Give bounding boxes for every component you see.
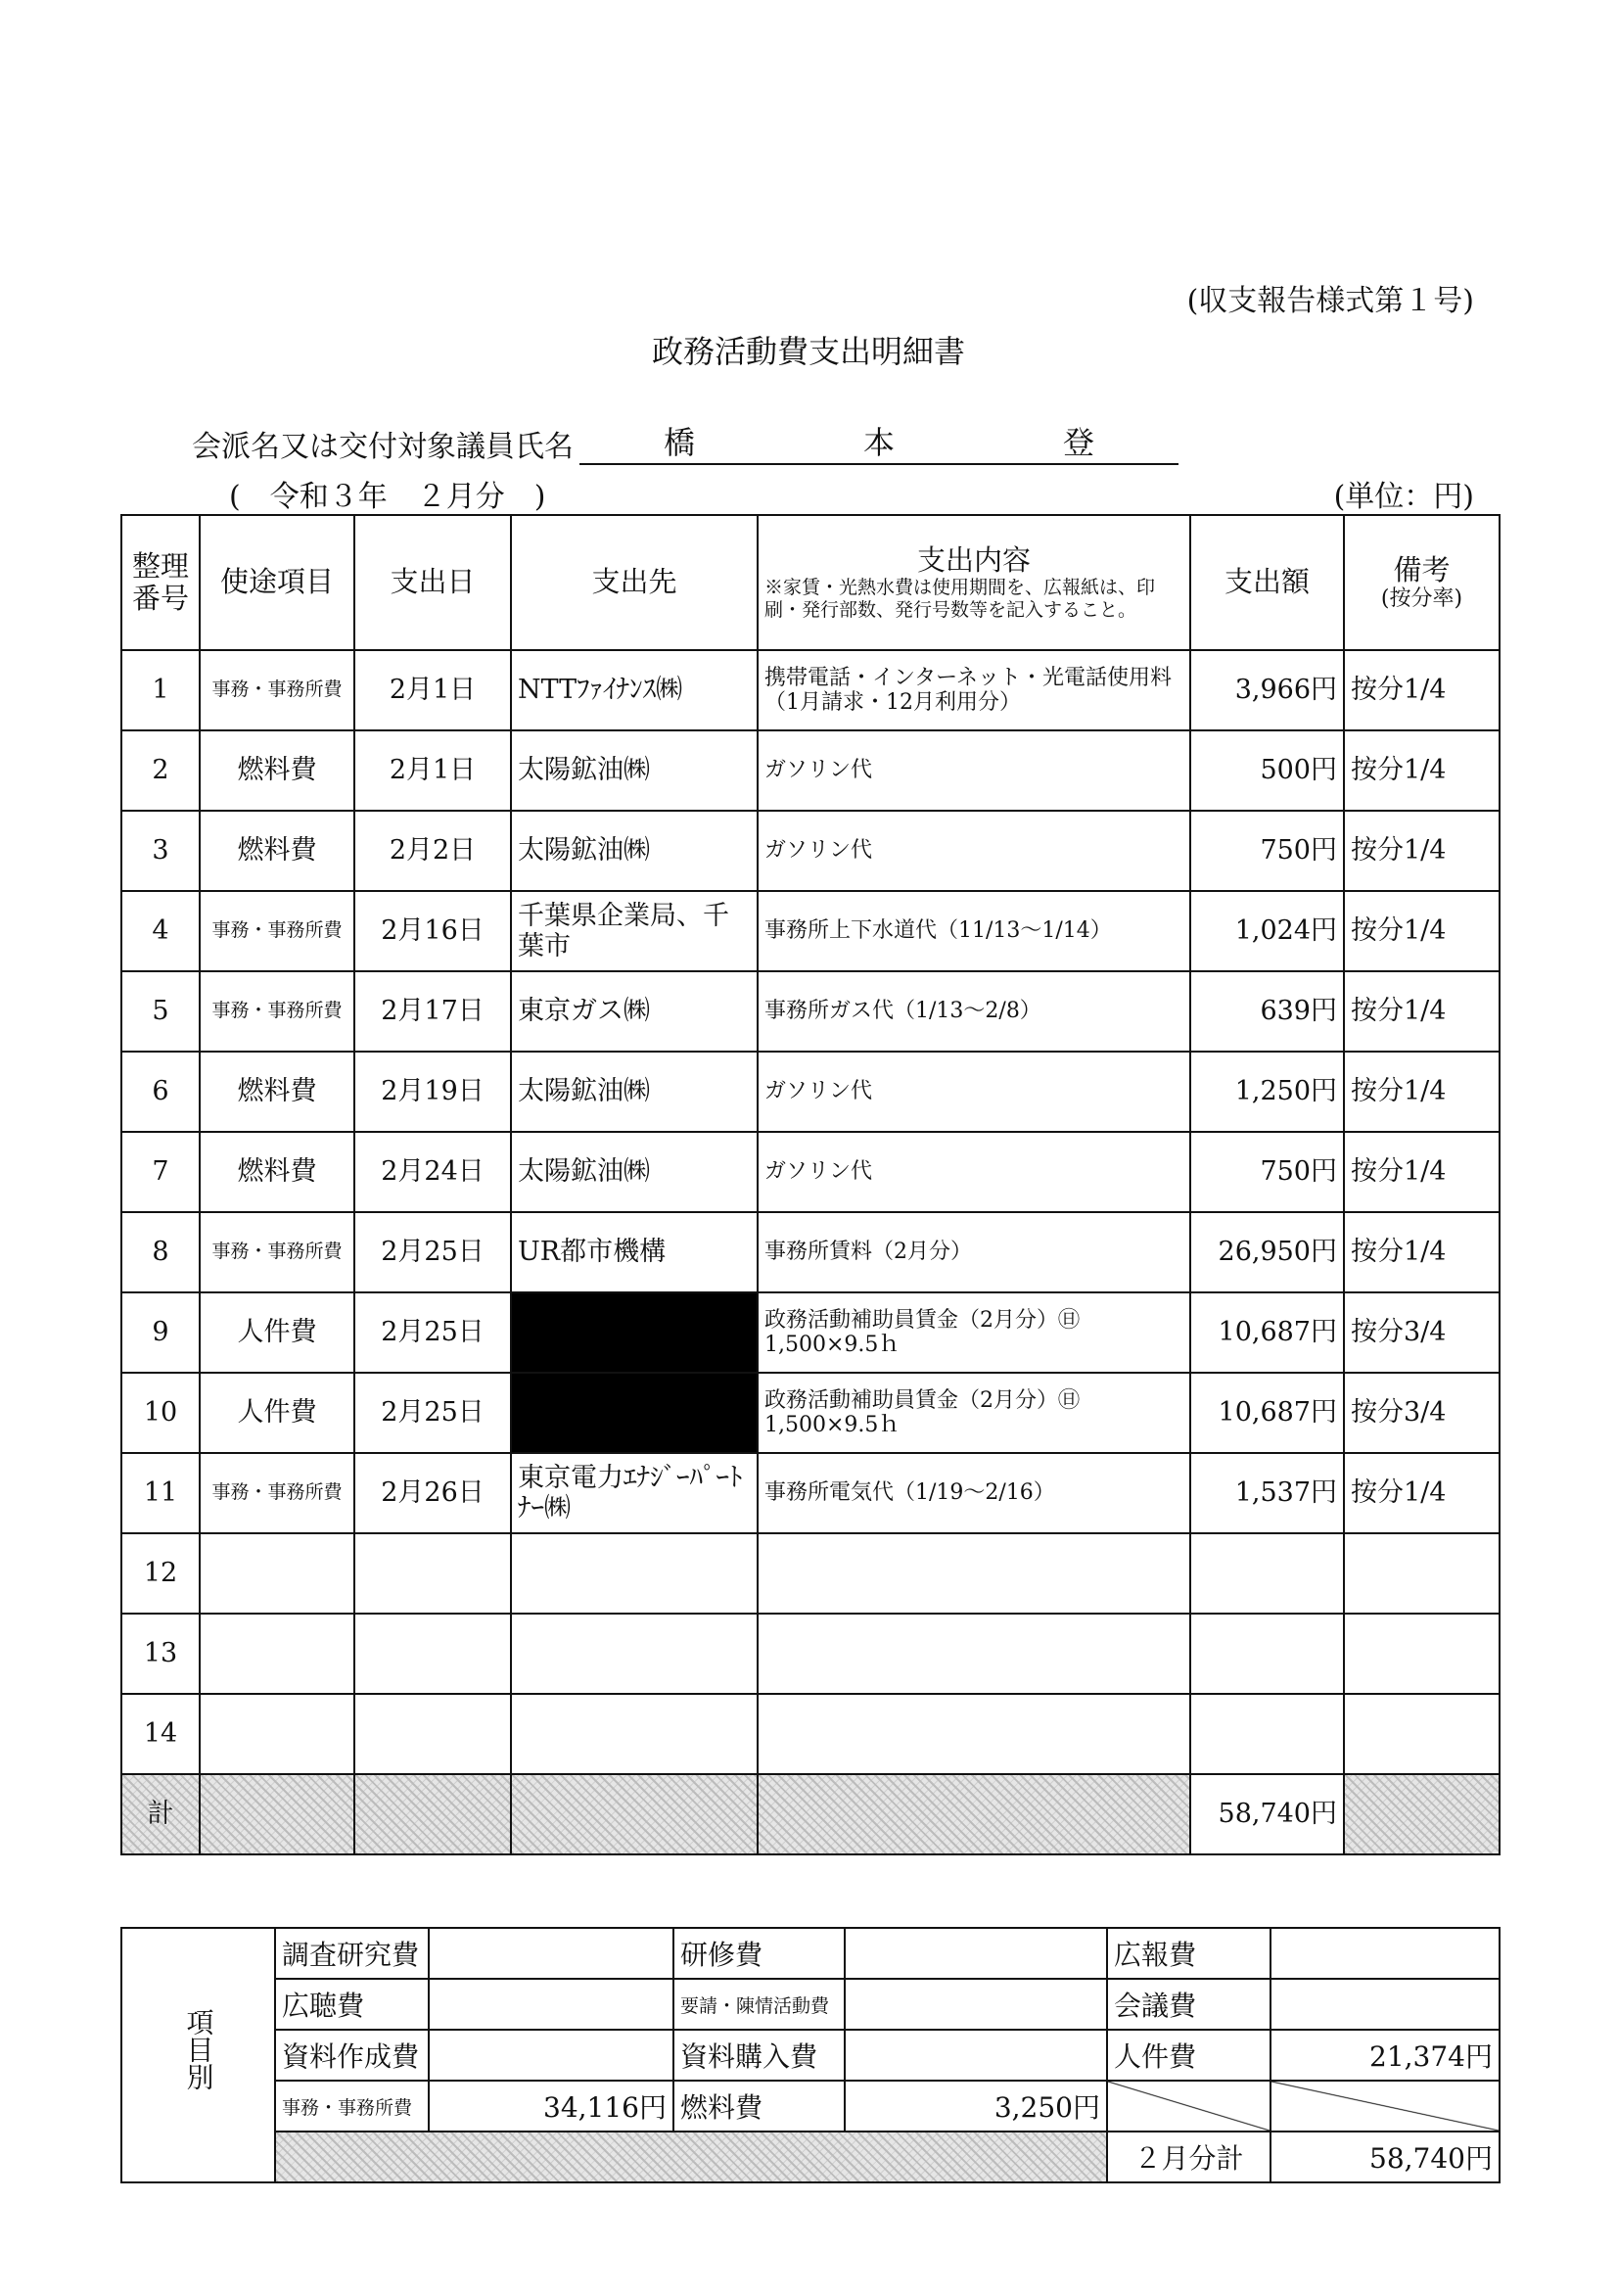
member-name-char: 登 <box>1062 424 1094 461</box>
summary-label: 広報費 <box>1107 1928 1270 1979</box>
col-header-category: 使途項目 <box>200 515 354 650</box>
row-amount: 750円 <box>1190 811 1344 891</box>
row-amount: 500円 <box>1190 730 1344 811</box>
content-header-note: ※家賃・光熱水費は使用期間を、広報紙は、印刷・発行部数、発行号数等を記入すること。 <box>764 576 1156 621</box>
summary-hatched-cell <box>275 2132 1107 2182</box>
summary-value <box>845 1979 1107 2030</box>
row-remarks: 按分1/4 <box>1344 811 1500 891</box>
row-number: 9 <box>121 1292 200 1373</box>
total-empty-cell <box>200 1774 354 1854</box>
summary-value <box>429 2030 673 2081</box>
row-remarks <box>1344 1533 1500 1614</box>
summary-value <box>1270 1928 1500 1979</box>
row-date: 2月26日 <box>354 1453 511 1533</box>
form-number: (収支報告様式第１号) <box>1186 284 1474 318</box>
table-row <box>121 811 1500 891</box>
row-number: 10 <box>121 1373 200 1453</box>
row-remarks: 按分1/4 <box>1344 971 1500 1052</box>
row-payee: 東京電力ｴﾅｼﾞｰﾊﾟｰﾄﾅｰ㈱ <box>511 1453 758 1533</box>
month-total-value: 58,740円 <box>1270 2132 1500 2182</box>
row-payee <box>511 1694 758 1774</box>
row-payee: 太陽鉱油㈱ <box>511 730 758 811</box>
total-empty-cell <box>511 1774 758 1854</box>
row-remarks <box>1344 1614 1500 1694</box>
summary-label: 研修費 <box>673 1928 845 1979</box>
table-row <box>121 891 1500 971</box>
row-category <box>200 1614 354 1694</box>
row-amount: 1,537円 <box>1190 1453 1344 1533</box>
row-remarks: 按分1/4 <box>1344 891 1500 971</box>
row-number: 11 <box>121 1453 200 1533</box>
row-payee <box>511 1533 758 1614</box>
content-header-title: 支出内容 <box>916 542 1031 577</box>
row-date <box>354 1533 511 1614</box>
row-category: 事務・事務所費 <box>200 891 354 971</box>
member-name-field <box>579 418 1178 465</box>
row-payee: 東京ガス㈱ <box>511 971 758 1052</box>
row-category: 事務・事務所費 <box>200 971 354 1052</box>
total-empty-cell <box>758 1774 1190 1854</box>
row-payee: UR都市機構 <box>511 1212 758 1292</box>
summary-blank-slash <box>1107 2081 1270 2132</box>
row-category <box>200 1694 354 1774</box>
summary-row <box>121 1928 1500 1979</box>
row-payee: 太陽鉱油㈱ <box>511 811 758 891</box>
row-category: 事務・事務所費 <box>200 1212 354 1292</box>
row-amount: 10,687円 <box>1190 1373 1344 1453</box>
table-row <box>121 971 1500 1052</box>
table-row <box>121 1292 1500 1373</box>
table-row <box>121 1533 1500 1614</box>
row-date: 2月19日 <box>354 1052 511 1132</box>
row-number: 7 <box>121 1132 200 1212</box>
row-content: ガソリン代 <box>758 730 1190 811</box>
row-category: 燃料費 <box>200 811 354 891</box>
member-name-char: 橋 <box>663 424 695 461</box>
row-number: 2 <box>121 730 200 811</box>
row-category: 燃料費 <box>200 1132 354 1212</box>
summary-label: 広聴費 <box>275 1979 429 2030</box>
row-content: 政務活動補助員賃金（2月分）㊐1,500×9.5ｈ <box>758 1292 1190 1373</box>
row-remarks: 按分1/4 <box>1344 730 1500 811</box>
row-category: 人件費 <box>200 1373 354 1453</box>
row-remarks: 按分1/4 <box>1344 1212 1500 1292</box>
row-date: 2月25日 <box>354 1212 511 1292</box>
row-category <box>200 1533 354 1614</box>
row-date: 2月17日 <box>354 971 511 1052</box>
row-number: 6 <box>121 1052 200 1132</box>
row-date <box>354 1614 511 1694</box>
row-remarks: 按分1/4 <box>1344 650 1500 730</box>
row-amount <box>1190 1694 1344 1774</box>
summary-row <box>121 2030 1500 2081</box>
row-date: 2月24日 <box>354 1132 511 1212</box>
expense-table <box>120 514 1501 1855</box>
summary-blank-slash <box>1270 2081 1500 2132</box>
row-content: 事務所ガス代（1/13～2/8） <box>758 971 1190 1052</box>
row-amount: 10,687円 <box>1190 1292 1344 1373</box>
summary-label: 要請・陳情活動費 <box>673 1979 845 2030</box>
summary-label: 燃料費 <box>673 2081 845 2132</box>
total-empty-cell <box>1344 1774 1500 1854</box>
col-header-content <box>758 515 1190 650</box>
row-category: 燃料費 <box>200 1052 354 1132</box>
row-date: 2月25日 <box>354 1373 511 1453</box>
table-body <box>121 650 1500 1774</box>
row-date <box>354 1694 511 1774</box>
month-total-label: ２月分計 <box>1107 2132 1270 2182</box>
col-header-amount: 支出額 <box>1190 515 1344 650</box>
row-content: 政務活動補助員賃金（2月分）㊐1,500×9.5ｈ <box>758 1373 1190 1453</box>
row-remarks: 按分1/4 <box>1344 1132 1500 1212</box>
row-content: 事務所電気代（1/19～2/16） <box>758 1453 1190 1533</box>
row-number: 5 <box>121 971 200 1052</box>
row-number: 12 <box>121 1533 200 1614</box>
row-remarks: 按分3/4 <box>1344 1373 1500 1453</box>
row-content: ガソリン代 <box>758 811 1190 891</box>
summary-row <box>121 1979 1500 2030</box>
table-row <box>121 1453 1500 1533</box>
row-remarks: 按分3/4 <box>1344 1292 1500 1373</box>
summary-value <box>845 2030 1107 2081</box>
summary-label: 調査研究費 <box>275 1928 429 1979</box>
summary-value: 3,250円 <box>845 2081 1107 2132</box>
remarks-header-title: 備考 <box>1393 552 1451 586</box>
summary-value <box>429 1928 673 1979</box>
summary-label: 資料購入費 <box>673 2030 845 2081</box>
summary-label: 資料作成費 <box>275 2030 429 2081</box>
row-category: 燃料費 <box>200 730 354 811</box>
summary-value: 21,374円 <box>1270 2030 1500 2081</box>
summary-value: 34,116円 <box>429 2081 673 2132</box>
table-row <box>121 1132 1500 1212</box>
row-payee: 太陽鉱油㈱ <box>511 1052 758 1132</box>
summary-row <box>121 2081 1500 2132</box>
table-row <box>121 1614 1500 1694</box>
row-payee: 太陽鉱油㈱ <box>511 1132 758 1212</box>
member-name-label: 会派名又は交付対象議員氏名 <box>192 430 574 464</box>
table-header-row <box>121 515 1500 650</box>
row-content: ガソリン代 <box>758 1052 1190 1132</box>
remarks-header-sub: (按分率) <box>1380 586 1463 612</box>
row-content: 携帯電話・インターネット・光電話使用料（1月請求・12月利用分） <box>758 650 1190 730</box>
total-amount: 58,740円 <box>1190 1774 1344 1854</box>
summary-label: 人件費 <box>1107 2030 1270 2081</box>
summary-value <box>1270 1979 1500 2030</box>
row-amount <box>1190 1614 1344 1694</box>
member-name-row <box>192 418 1178 465</box>
row-amount: 3,966円 <box>1190 650 1344 730</box>
row-content <box>758 1533 1190 1614</box>
redacted-payee <box>511 1373 758 1453</box>
currency-unit: (単位：円) <box>1333 480 1474 514</box>
row-amount: 750円 <box>1190 1132 1344 1212</box>
table-row <box>121 1212 1500 1292</box>
col-header-no: 整理番号 <box>121 515 200 650</box>
table-row <box>121 650 1500 730</box>
col-header-payee: 支出先 <box>511 515 758 650</box>
row-payee <box>511 1614 758 1694</box>
row-payee: NTTﾌｧｲﾅﾝｽ㈱ <box>511 650 758 730</box>
total-label: 計 <box>121 1774 200 1854</box>
row-date: 2月25日 <box>354 1292 511 1373</box>
row-amount: 639円 <box>1190 971 1344 1052</box>
summary-label: 会議費 <box>1107 1979 1270 2030</box>
row-category: 事務・事務所費 <box>200 1453 354 1533</box>
table-row <box>121 1694 1500 1774</box>
total-row <box>121 1774 1500 1854</box>
row-amount: 1,024円 <box>1190 891 1344 971</box>
row-number: 8 <box>121 1212 200 1292</box>
row-amount <box>1190 1533 1344 1614</box>
row-payee: 千葉県企業局、千葉市 <box>511 891 758 971</box>
row-number: 1 <box>121 650 200 730</box>
row-content: 事務所賃料（2月分） <box>758 1212 1190 1292</box>
row-number: 13 <box>121 1614 200 1694</box>
report-period: ( 令和３年 ２月分 ) <box>229 480 546 514</box>
col-header-remarks <box>1344 515 1500 650</box>
member-name-char: 本 <box>862 424 895 461</box>
table-row <box>121 1052 1500 1132</box>
row-content: ガソリン代 <box>758 1132 1190 1212</box>
summary-table <box>120 1927 1501 2183</box>
row-category: 人件費 <box>200 1292 354 1373</box>
summary-label: 事務・事務所費 <box>275 2081 429 2132</box>
row-content: 事務所上下水道代（11/13～1/14） <box>758 891 1190 971</box>
summary-side-label-text: 項目別 <box>182 2008 215 2090</box>
summary-side-label <box>121 1928 275 2182</box>
row-date: 2月16日 <box>354 891 511 971</box>
row-content <box>758 1694 1190 1774</box>
row-number: 3 <box>121 811 200 891</box>
total-empty-cell <box>354 1774 511 1854</box>
row-amount: 26,950円 <box>1190 1212 1344 1292</box>
row-number: 14 <box>121 1694 200 1774</box>
table-row <box>121 1373 1500 1453</box>
row-number: 4 <box>121 891 200 971</box>
row-category: 事務・事務所費 <box>200 650 354 730</box>
summary-value <box>845 1928 1107 1979</box>
row-remarks: 按分1/4 <box>1344 1052 1500 1132</box>
row-date: 2月1日 <box>354 730 511 811</box>
row-amount: 1,250円 <box>1190 1052 1344 1132</box>
summary-total-row <box>121 2132 1500 2182</box>
document-title: 政務活動費支出明細書 <box>651 333 965 370</box>
row-remarks <box>1344 1694 1500 1774</box>
redacted-payee <box>511 1292 758 1373</box>
summary-value <box>429 1979 673 2030</box>
row-date: 2月2日 <box>354 811 511 891</box>
table-row <box>121 730 1500 811</box>
row-content <box>758 1614 1190 1694</box>
col-header-date: 支出日 <box>354 515 511 650</box>
row-date: 2月1日 <box>354 650 511 730</box>
row-remarks: 按分1/4 <box>1344 1453 1500 1533</box>
